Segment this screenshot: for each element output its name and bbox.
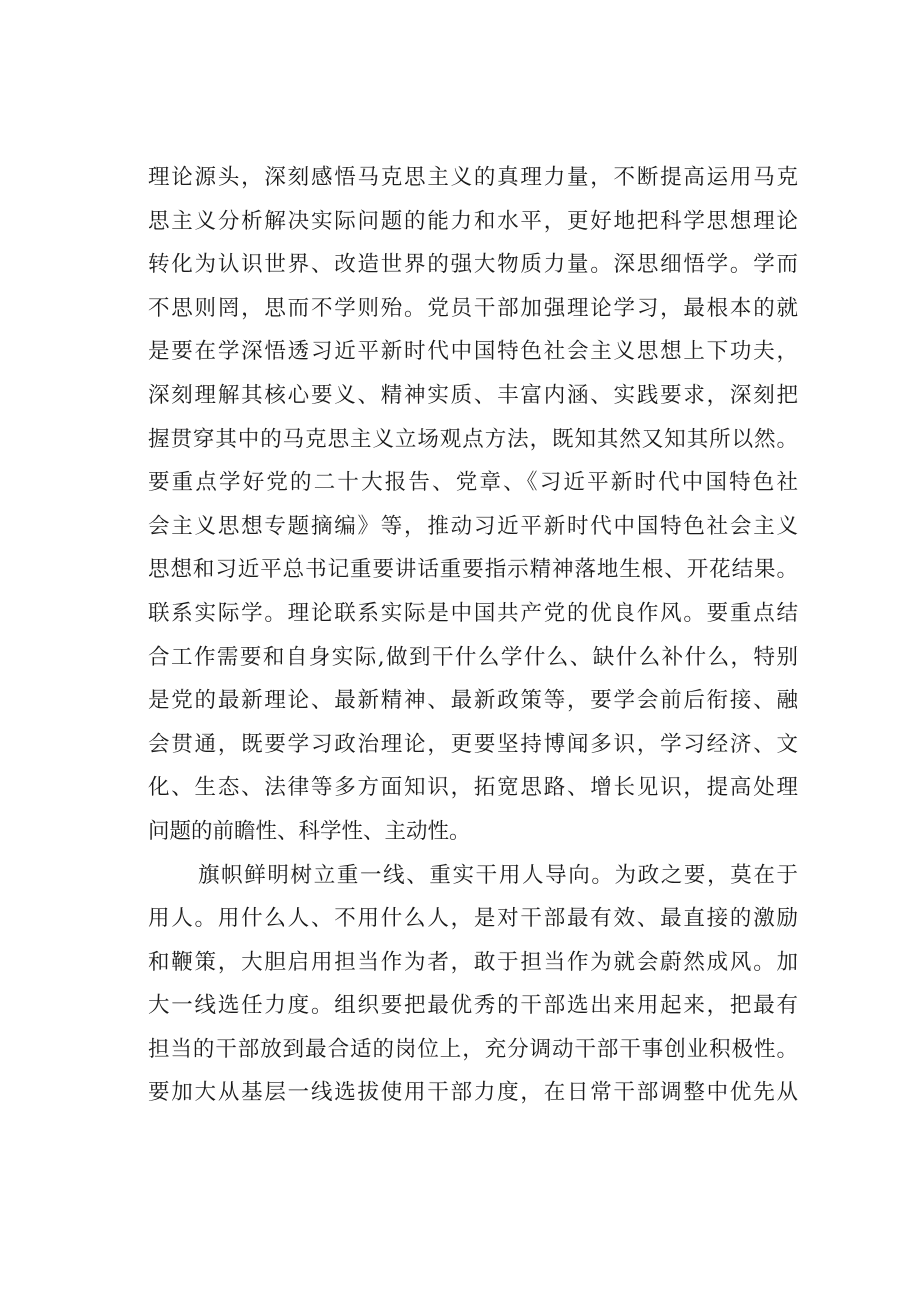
text-line: 不思则罔，思而不学则殆。党员干部加强理论学习，最根本的就 [148,295,798,321]
text-line: 会主义思想专题摘编》等，推动习近平新时代中国特色社会主义 [148,513,798,539]
text-line: 深刻理解其核心要义、精神实质、丰富内涵、实践要求，深刻把 [148,382,798,408]
paragraph-1 [148,156,798,854]
text-line: 握贯穿其中的马克思主义立场观点方法，既知其然又知其所以然。 [148,426,798,452]
text-line: 旗帜鲜明树立重一线、重实干用人导向。为政之要，莫在于 [198,862,798,888]
text-line: 联系实际学。理论联系实际是中国共产党的优良作风。要重点结 [148,600,798,626]
text-line: 是党的最新理论、最新精神、最新政策等，要学会前后衔接、融 [148,688,798,714]
text-line: 大一线选任力度。组织要把最优秀的干部选出来用起来，把最有 [148,993,798,1019]
text-line: 合工作需要和自身实际,做到干什么学什么、缺什么补什么，特别 [148,644,798,670]
text-line: 化、生态、法律等多方面知识，拓宽思路、增长见识，提高处理 [148,775,798,801]
text-line: 转化为认识世界、改造世界的强大物质力量。深思细悟学。学而 [148,252,798,278]
text-line: 和鞭策，大胆启用担当作为者，敢于担当作为就会蔚然成风。加 [148,949,798,975]
text-line: 理论源头，深刻感悟马克思主义的真理力量，不断提高运用马克 [148,165,798,190]
text-line: 用人。用什么人、不用什么人，是对干部最有效、最直接的激励 [148,906,798,932]
text-line: 要加大从基层一线选拔使用干部力度，在日常干部调整中优先从 [148,1080,798,1106]
text-line: 会贯通，既要学习政治理论，更要坚持博闻多识，学习经济、文 [148,731,798,757]
paragraph-2 [148,854,798,1116]
document-body [148,156,798,1115]
text-line: 思主义分析解决实际问题的能力和水平，更好地把科学思想理论 [148,208,798,234]
text-line: 思想和习近平总书记重要讲话重要指示精神落地生根、开花结果。 [148,557,798,583]
text-line: 担当的干部放到最合适的岗位上，充分调动干部干事创业积极性。 [148,1036,798,1062]
text-line: 要重点学好党的二十大报告、党章、《习近平新时代中国特色社 [148,470,798,496]
text-line: 问题的前瞻性、科学性、主动性。 [148,818,471,844]
text-line: 是要在学深悟透习近平新时代中国特色社会主义思想上下功夫， [148,339,798,365]
